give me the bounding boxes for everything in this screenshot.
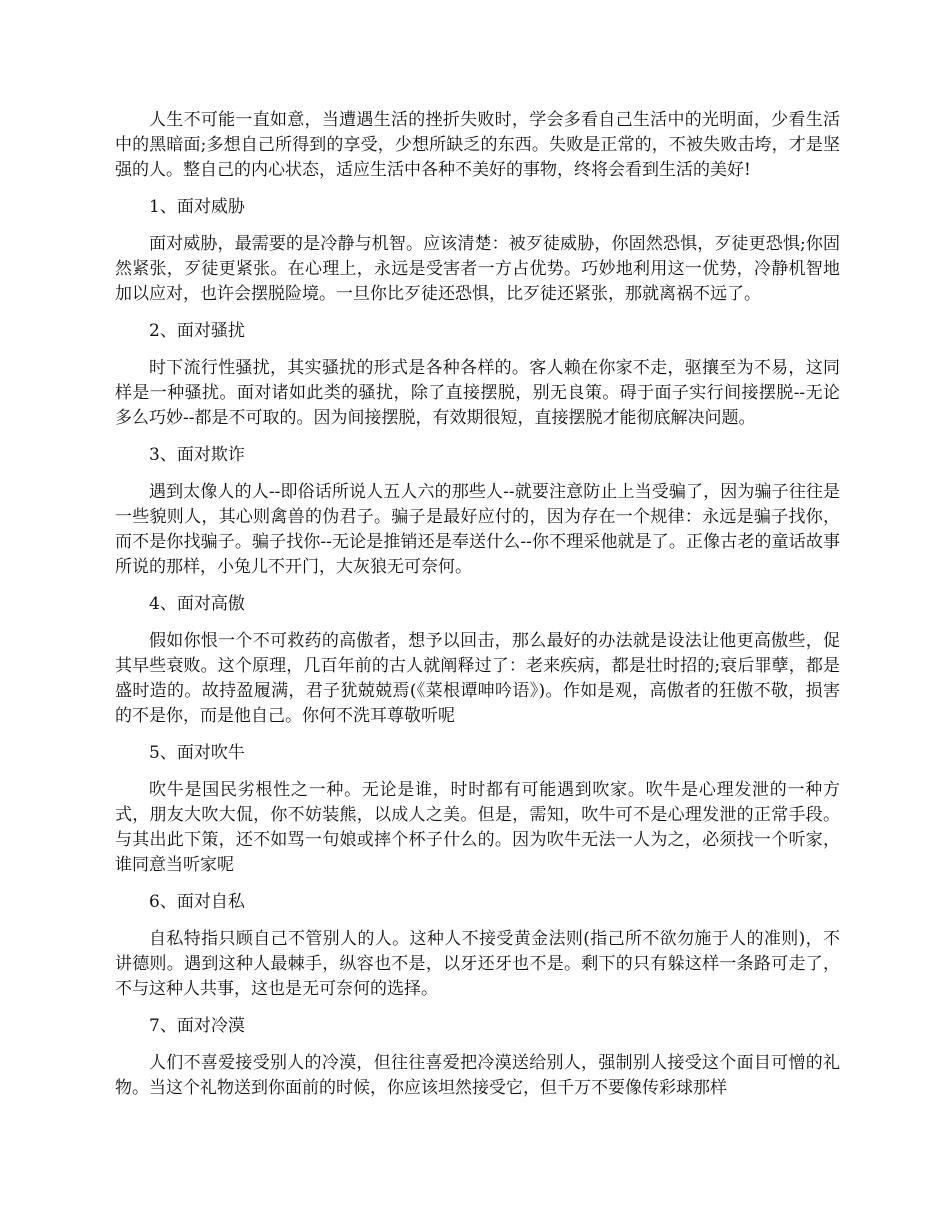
section-4-heading: 4、面对高傲: [149, 594, 245, 614]
section-6-body: 自私特指只顾自己不管别人的人。这种人不接受黄金法则(指己所不欲勿施于人的准则)，不讲德则。遇到这种人最棘手，纵容也不是，以牙还牙也不是。剩下的只有躲这样一条路可走了，不与这种人共事，这也是无可奈何的选择。: [115, 929, 840, 999]
section-5-body: 吹牛是国民劣根性之一种。无论是谁，时时都有可能遇到吹家。吹牛是心理发泄的一种方式，朋友大吹大侃，你不妨装熊，以成人之美。但是，需知，吹牛可不是心理发泄的正常手段。与其出此下策，还不如骂一句娘或摔个杯子什么的。因为吹牛无法一人为之，必须找一个听家，谁同意当听家呢: [115, 780, 840, 875]
document-page: [115, 108, 840, 1113]
section-1-heading: 1、面对威胁: [149, 197, 245, 217]
section-2-heading: 2、面对骚扰: [149, 321, 245, 341]
section-1-body: 面对威胁，最需要的是冷静与机智。应该清楚：被歹徒威胁，你固然恐惧，歹徒更恐惧;你固然紧张，歹徒更紧张。在心理上，永远是受害者一方占优势。巧妙地利用这一优势，冷静机智地加以应对，也许会摆脱险境。一旦你比歹徒还恐惧，比歹徒还紧张，那就离祸不远了。: [115, 234, 840, 304]
section-7-body: 人们不喜爱接受别人的冷漠，但往往喜爱把冷漠送给别人，强制别人接受这个面目可憎的礼物。当这个礼物送到你面前的时候，你应该坦然接受它，但千万不要像传彩球那样: [115, 1053, 840, 1098]
section-4-body: 假如你恨一个不可救药的高傲者，想予以回击，那么最好的办法就是设法让他更高傲些，促其早些衰败。这个原理，几百年前的古人就阐释过了：老来疾病，都是壮时招的;衰后罪孽，都是盛时造的。故持盈履满，君子犹兢兢焉(《菜根谭呻吟语》)。作如是观，高傲者的狂傲不敬，损害的不是你，而是他自己。你何不洗耳尊敬听呢: [115, 631, 840, 726]
section-7-heading: 7、面对冷漠: [149, 1016, 245, 1036]
section-6-heading: 6、面对自私: [149, 892, 245, 912]
section-5-heading: 5、面对吹牛: [149, 743, 245, 763]
section-3-heading: 3、面对欺诈: [149, 445, 245, 465]
intro-paragraph: 人生不可能一直如意，当遭遇生活的挫折失败时，学会多看自己生活中的光明面，少看生活中的黑暗面;多想自己所得到的享受，少想所缺乏的东西。失败是正常的，不被失败击垮，才是坚强的人。整自己的内心状态，适应生活中各种不美好的事物，终将会看到生活的美好!: [115, 110, 840, 180]
section-3-body: 遇到太像人的人--即俗话所说人五人六的那些人--就要注意防止上当受骗了，因为骗子往往是一些貌则人，其心则禽兽的伪君子。骗子是最好应付的，因为存在一个规律：永远是骗子找你，而不是你找骗子。骗子找你--无论是推销还是奉送什么--你不理采他就是了。正像古老的童话故事所说的那样，小兔儿不开门，大灰狼无可奈何。: [115, 482, 840, 577]
section-2-body: 时下流行性骚扰，其实骚扰的形式是各种各样的。客人赖在你家不走，驱攘至为不易，这同样是一种骚扰。面对诸如此类的骚扰，除了直接摆脱，别无良策。碍于面子实行间接摆脱--无论多么巧妙--都是不可取的。因为间接摆脱，有效期很短，直接摆脱才能彻底解决问题。: [115, 358, 840, 428]
